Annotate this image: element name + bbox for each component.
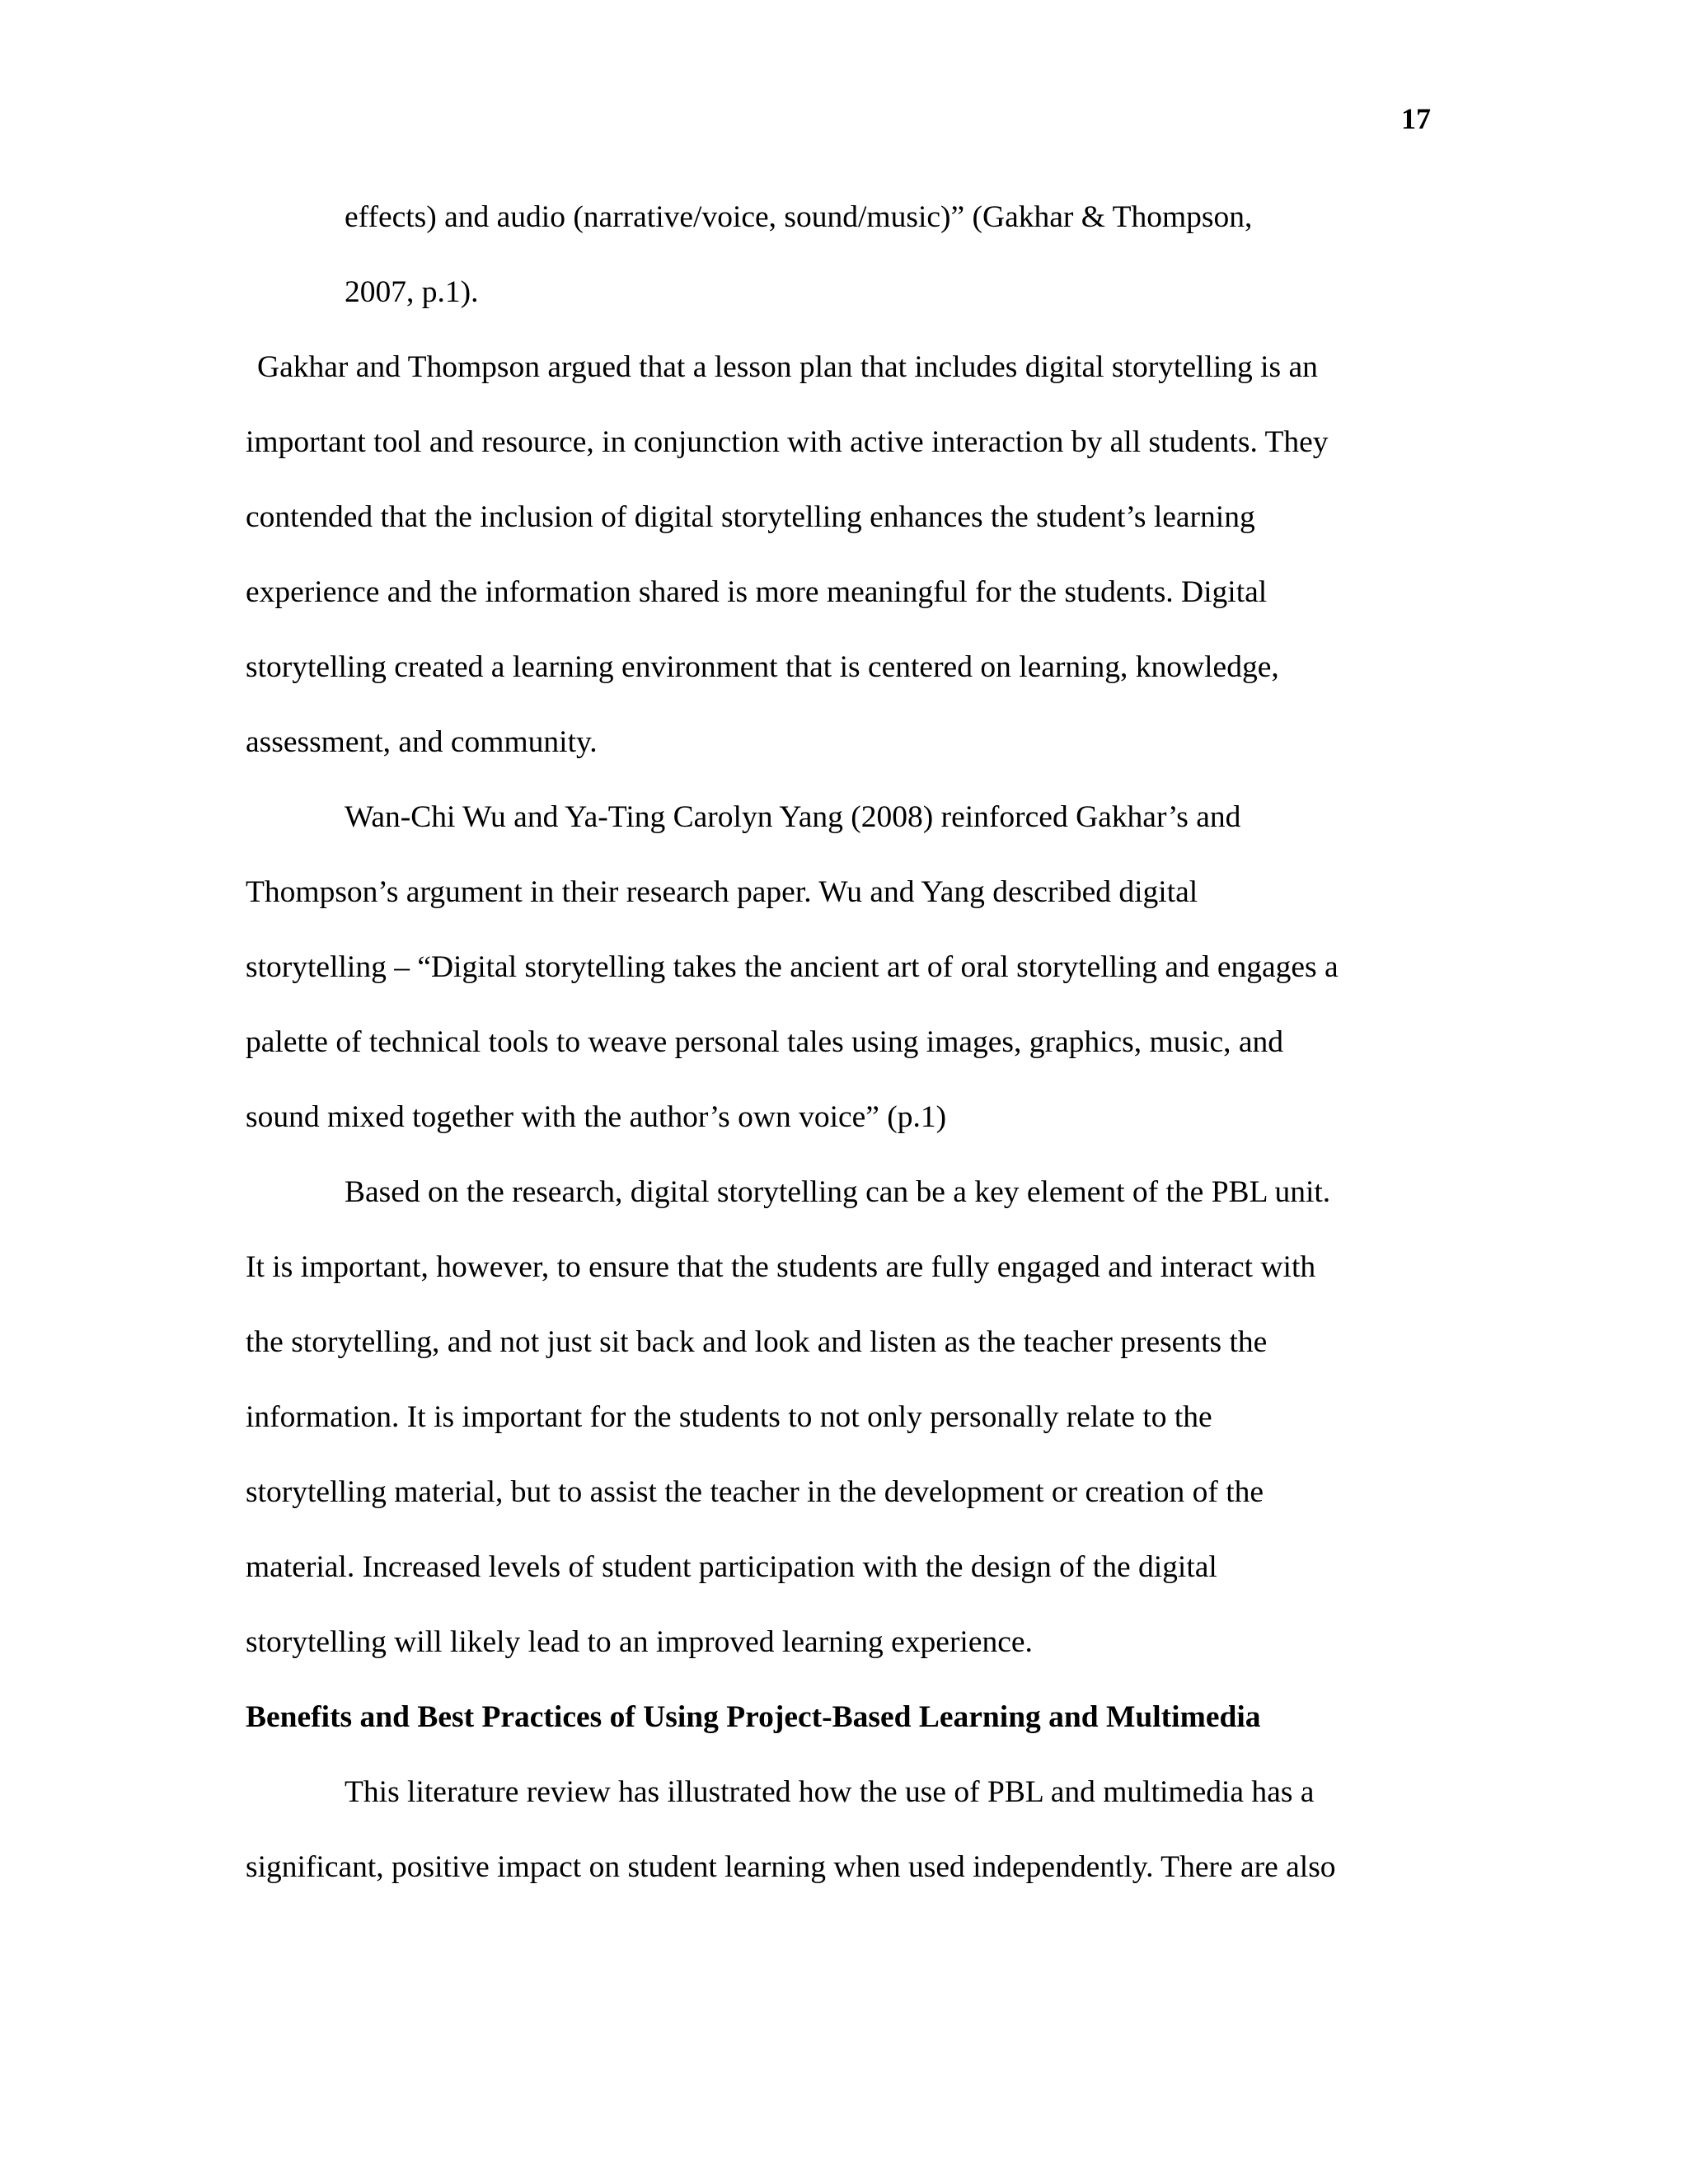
- paragraph-line: information. It is important for the students to not only personally relate to the: [246, 1400, 1212, 1434]
- paragraph-line: sound mixed together with the author’s own voice” (p.1): [246, 1100, 947, 1134]
- section-heading: Benefits and Best Practices of Using Project-Based Learning and Multimedia: [246, 1700, 1261, 1734]
- paragraph-line: important tool and resource, in conjunction with active interaction by all students. They: [246, 425, 1329, 459]
- paragraph-line: palette of technical tools to weave personal tales using images, graphics, music, and: [246, 1025, 1283, 1059]
- paragraph-line: the storytelling, and not just sit back and look and listen as the teacher presents the: [246, 1325, 1268, 1359]
- paragraph-line: Based on the research, digital storytelling can be a key element of the PBL unit.: [345, 1175, 1331, 1209]
- paragraph-line: Gakhar and Thompson argued that a lesson plan that includes digital storytelling is an: [257, 350, 1318, 384]
- paragraph-line: storytelling material, but to assist the teacher in the development or creation of the: [246, 1475, 1264, 1509]
- paragraph-line: experience and the information shared is more meaningful for the students. Digital: [246, 575, 1268, 609]
- paragraph-line: contended that the inclusion of digital storytelling enhances the student’s learning: [246, 500, 1255, 534]
- paragraph-line: significant, positive impact on student learning when used independently. There are also: [246, 1850, 1336, 1884]
- paragraph-line: material. Increased levels of student participation with the design of the digital: [246, 1550, 1217, 1584]
- paragraph-line: Wan-Chi Wu and Ya-Ting Carolyn Yang (2008) reinforced Gakhar’s and: [345, 800, 1241, 834]
- block-quote-line: effects) and audio (narrative/voice, sound/music)” (Gakhar & Thompson,: [345, 200, 1253, 234]
- paragraph-line: Thompson’s argument in their research paper. Wu and Yang described digital: [246, 875, 1198, 909]
- paragraph-line: It is important, however, to ensure that the students are fully engaged and interact with: [246, 1250, 1316, 1284]
- paragraph-line: storytelling will likely lead to an improved learning experience.: [246, 1625, 1033, 1659]
- paragraph-line: assessment, and community.: [246, 725, 598, 759]
- page-number: 17: [1401, 102, 1431, 135]
- paragraph-line: storytelling created a learning environment that is centered on learning, knowledge,: [246, 650, 1279, 684]
- block-quote-line: 2007, p.1).: [345, 275, 479, 309]
- paragraph-line: This literature review has illustrated how the use of PBL and multimedia has a: [345, 1775, 1315, 1809]
- paragraph-line: storytelling – “Digital storytelling takes the ancient art of oral storytelling and engages a: [246, 950, 1339, 984]
